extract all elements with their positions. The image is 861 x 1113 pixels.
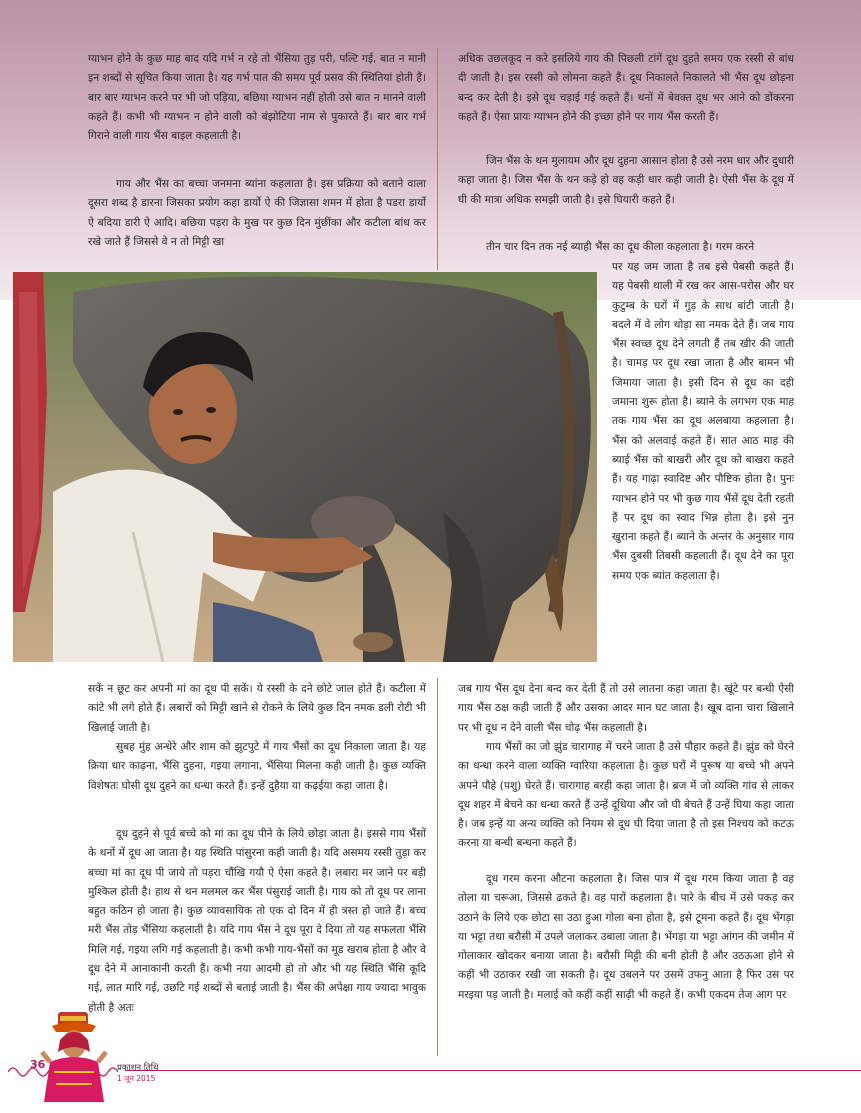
paragraph: अधिक उछलकूद न करे इसलिये गाय की पिछली टांगें दूध दुहते समय एक रस्सी से बांध दी जाती है। इस रस्सी को लोमना कहते हैं। दूध निकालते निकालते भी भैंस दूध छोड़ना बन्द कर देती है। इसे दूध चड़ाई गई कहते हैं। थनों में बेवक्त दूध भर आने को डोंकरना कहते हैं। ऐसा प्रायः ग्याभन होने की इच्छा होने पर गाय भैंस करती हैं। [458,53,794,123]
paragraph: तीन चार दिन तक नई ब्याही भैंस का दूध कीला कहलाता है। गरम करने [486,241,755,253]
photo-man-milking-buffalo [13,272,597,662]
paragraph: दूध गरम करना औटना कहलाता है। जिस पात्र में दूध गरम किया जाता है वह तोला या चरूआ, जिससे ढकते है। वह पारों कहलाता है। पारे के बीच में उसे पकड़ कर उठाने के लिये एक छोटा सा उठा हुआ गोला बना होता है, इसे टूमना कहते हैं। दूध भेंगड़ा या भट्टा तथा बरौसी में उपले जलाकर उबाला जाता है। भेंगड़ा या भट्टा आंगन की जमीन में गोलाकार खोदकर बनाया जाता है। बरौसी मिट्टी की बनी होती है और उठऊआ होने से कहीं भी उठाकर रखी जा सकती है। दूध उबलने पर उसमें उफनु आता है फिर उस पर मरइया पड़ जाती है। मलाई को कहीं कहीं साढ़ी भी कहते हैं। कभी एकदम तेज आग पर [458,873,794,1001]
page-number: 36 [30,1058,46,1071]
publication-label: प्रकाशन तिथि [117,1063,159,1073]
column-divider [437,48,438,270]
paragraph: ग्याभन होने के कुछ माह बाद यदि गर्भ न रहे तो भैंसिया तुड़ परी, पल्टि गई, बात न मानी इन शब्दों से सूचित किया जाता है। यह गर्भ पात की समय पूर्व प्रसव की स्थितियां होती हैं। बार बार ग्याभन करने पर भी जो पड़िया, बछिया ग्याभन नहीं होती उसे बात न मानने वाली कहते हैं। कभी भी ग्याभन न होने वाली को बंझोटिया नाम से पुकारते हैं। बार बार गर्भ गिराने वाली गाय भैंस बाइल कहलाती है। [88,53,426,143]
paragraph: सुबह मुंह अन्धेरे और शाम को झुटपुटे में गाय भैंसों का दूध निकाला जाता है। यह क्रिया धार काढ़ना, भैंसि दुहना, गइया लगाना, भैंसिया मिलना कही जाती है। कुछ व्यक्ति विशेषतः घोसी दूध दुहने का धन्धा करते हैं। इन्हें दुहैया या कढ़ईया कहा जाता है। [88,741,426,792]
paragraph: दूध दुहने से पूर्व बच्चे को मां का दूध पीने के लिये छोड़ा जाता है। इससे गाय भैंसों के थनों में दूध आ जाता है। यह स्थिति पांसुरना कही जाती है। यदि असमय रस्सी तुड़ा कर बच्चा मां का दूध पी जाये तो पड़रा चौंखि गयौ ऐ ऐसा कहते है। लबारा मर जाने पर बड़ी मुश्किल होती है। हाथ से थन मलमल कर भैंस पंसुराई जाती है। गाय को तो दूध पर लाना बहुत कठिन हो जाता है। कुछ व्यावसायिक तो एक दो दिन में ही त्रस्त हो जाते हैं। बच्च मरी भैंस तोड़ भैंसिया कहलाती है। यदि गाय भैंस ने दूध पूरा दे दिया तो यह सफलता भैंसि मिलि गई, गइया लगि गई कहलाती है। कभी कभी गाय-भैंसों का मूड खराब होता है और वे दूध देने में आनाकानी करती हैं। कभी नया आदमी हो तो और भी यह स्थिति भैंसि कूदि गई, लात मारि गई, उछटि गई शब्दों से बताई जाती है। भैंस की अपेक्षा गाय ज्यादा भावुक होती है अतः [88,828,426,1014]
column-divider [437,678,438,1056]
paragraph: जब गाय भैंस दूध देना बन्द कर देती हैं तो उसे लातना कहा जाता है। खूंटे पर बन्धी ऐसी गाय भैंस ठक्ष कही जाती हैं और उसका आदर मान घट जाता है। खूब दाना चारा खिलाने पर भी दूध न देने वाली भैंस चोढ़ भैंस कहलाती है। [458,683,794,734]
footer-rule [125,1070,861,1071]
paragraph: जिन भैंस के थन मुलायम और दूध दुहना आसान होता है उसे नरम धार और दुधारी कहा जाता है। जिस भैंस के थन कड़े हो वह कड़ी धार कही जाती है। ऐसी भैंस के दूध में घी की मात्रा अधिक समझी जाती है। इसे घियारी कहते हैं। [458,155,794,206]
publication-date: 1 जून 2015 [117,1074,156,1083]
paragraph: गाय भैंसों का जो झुंड चारागाह में चरने जाता है उसे पौहार कहते हैं। झुंड को घेरने का धन्धा करने वाला व्यक्ति ग्वारिया कहलाता है। कुछ घरों में पुरूष या बच्चे भी अपने अपने पौहे (पशु) घेरते हैं। चारागाह बरही कहा जाता है। ब्रज में जो व्यक्ति गांव से लाकर दूध शहर में बेचने का धन्धा करते हैं उन्हें दूधिया और जो घी बेचते हैं उन्हें घिया कहा जाता है। जब इन्हें या अन्य व्यक्ति को नियम से दूध घी दिया जाता है तो इस निश्चय को कटऊ करना या बन्धी बन्धना कहते हैं। [458,741,794,850]
folk-woman-illustration [34,1012,114,1106]
paragraph: पर यह जम जाता है तब इसे पेबसी कहते हैं। यह पेबसी थाली में रख कर आस-परोस और घर कुटुम्ब के घरों में गुड़ के साथ बांटी जाती है। बदले में वे लोग थोड़ा सा नमक देते हैं। जब गाय भैंस स्वच्छ दूध देने लगती हैं तब खीर की जाती है। चामड़ पर दूध रखा जाता है और बामन भी जिमाया जाता है। इसी दिन से दूध का दही जमाना शुरू होता है। ब्याने के लगभग एक माह तक गाय भैंस का दूध अलबाया कहलाता है। भैंस को अलवाई कहते हैं। सात आठ माह की ब्याई भैंस को बाखरी और दूध को बाखरा कहते हैं। यह गाढ़ा स्वादिष्ट और पौष्टिक होता है। पुनः ग्याभन होने पर भी कुछ गाय भैंसें दूध देती रहती हैं पर दूध का स्वाद भिन्न होता है। इसे नुन खुराना कहते हैं। ब्याने के अन्तर के अनुसार गाय भैंस दुबसी तिबसी कहलाती हैं। दूध देने का पूरा समय एक ब्यांत कहलाता है। [612,261,794,582]
paragraph: गाय और भैंस का बच्चा जनमना ब्यांना कहलाता है। इस प्रक्रिया को बताने वाला दूसरा शब्द है डारना जिसका प्रयोग कहा डार्यो ऐ की जिज्ञासा शमन में होता है पडरा डार्यो ऐ बदिया डारी ऐ आदि। बछिया पड़रा के मुख पर कुछ दिन मुंछींका और कटीला बांध कर रखे जाते हैं जिससे वे न तो मिट्टी खा [88,178,426,248]
paragraph: सकें न छूट कर अपनी मां का दूध पी सकें। ये रस्सी के दने छोटे जाल होते हैं। कटीला में कांटे भी लगे होते हैं। लबारों को मिट्टी खाने से रोकने के लिये कुछ दिन नमक डली रोटी भी खिलाई जाती है। [88,683,426,734]
